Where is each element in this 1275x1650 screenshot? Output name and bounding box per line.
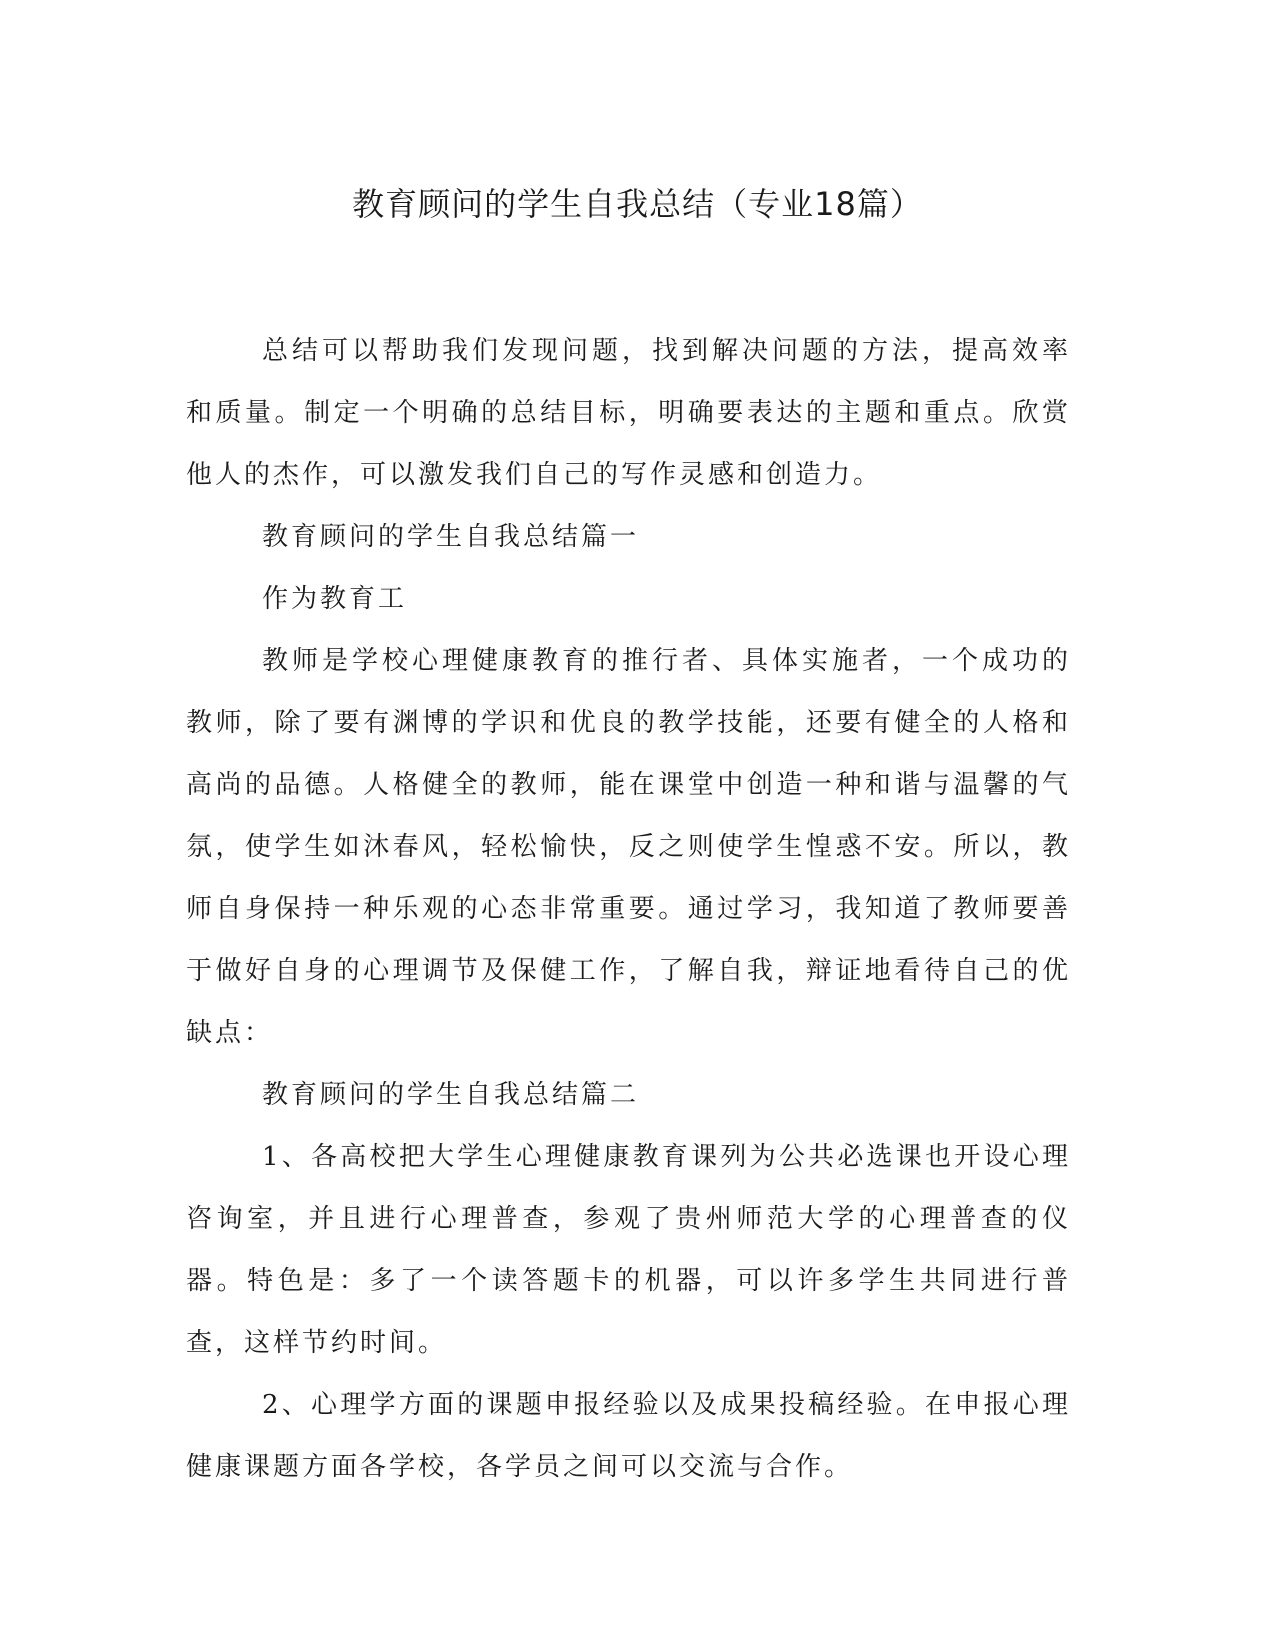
section-heading-2: 教育顾问的学生自我总结篇二 — [262, 1080, 640, 1110]
document-body — [186, 320, 1071, 1498]
intro-paragraph: 总结可以帮助我们发现问题，找到解决问题的方法，提高效率和质量。制定一个明确的总结目标，明确要表达的主题和重点。欣赏他人的杰作，可以激发我们自己的写作灵感和创造力。 — [186, 336, 1071, 490]
paragraph: 教师是学校心理健康教育的推行者、具体实施者，一个成功的教师，除了要有渊博的学识和优良的教学技能，还要有健全的人格和高尚的品德。人格健全的教师，能在课堂中创造一种和谐与温馨的气氛，使学生如沐春风，轻松愉快，反之则使学生惶惑不安。所以，教师自身保持一种乐观的心态非常重要。通过学习，我知道了教师要善于做好自身的心理调节及保健工作，了解自我，辩证地看待自己的优缺点： — [186, 646, 1071, 1048]
document-title: 教育顾问的学生自我总结（专业18篇） — [352, 185, 923, 223]
paragraph: 作为教育工 — [262, 584, 408, 614]
list-item: 2、心理学方面的课题申报经验以及成果投稿经验。在申报心理健康课题方面各学校，各学员之间可以交流与合作。 — [186, 1390, 1071, 1482]
section-heading-1: 教育顾问的学生自我总结篇一 — [262, 522, 640, 552]
list-item: 1、各高校把大学生心理健康教育课列为公共必选课也开设心理咨询室，并且进行心理普查，参观了贵州师范大学的心理普查的仪器。特色是：多了一个读答题卡的机器，可以许多学生共同进行普查，这样节约时间。 — [186, 1142, 1071, 1358]
